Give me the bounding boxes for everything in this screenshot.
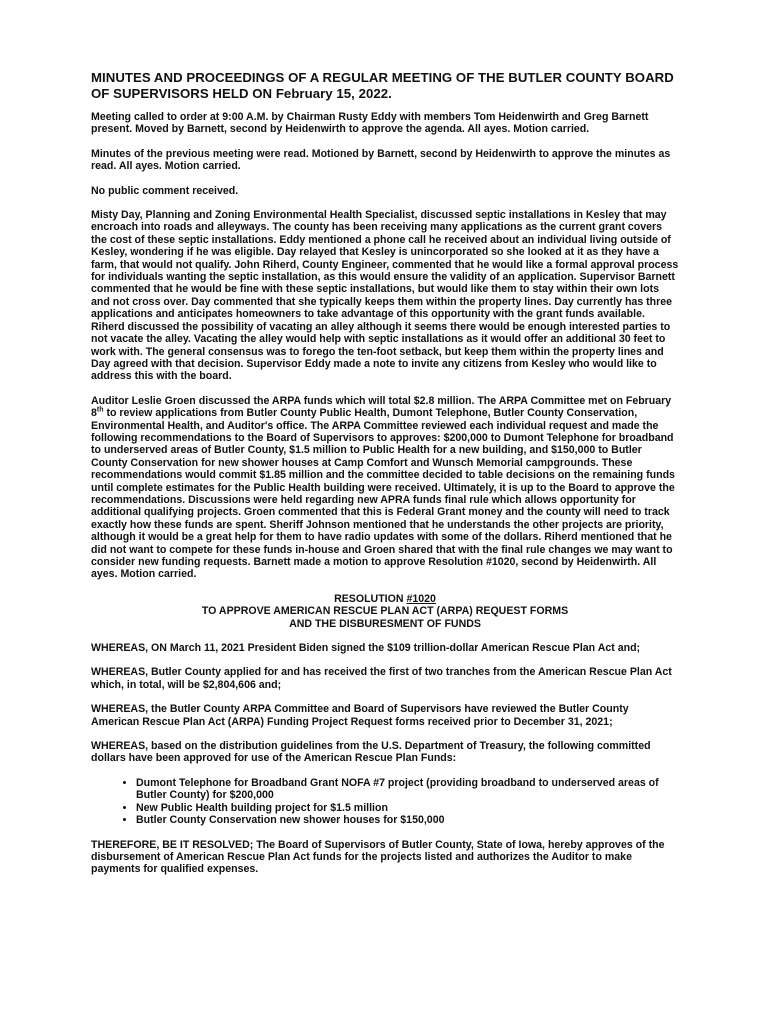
paragraph-previous-minutes: Minutes of the previous meeting were read. Motioned by Barnett, second by Heidenwirth to approve the minutes as read. All ayes. Motion carried.: [91, 147, 671, 173]
paragraph-public-comment: No public comment received.: [91, 184, 239, 197]
whereas-clause-2: WHEREAS, Butler County applied for and has received the first of two tranches from the American Rescue Plan Act which, in total, will be $2,804,606 and;: [91, 666, 672, 691]
document-title: MINUTES AND PROCEEDINGS OF A REGULAR MEETING OF THE BUTLER COUNTY BOARD OF SUPERVISORS HELD ON February 15, 2022.: [91, 70, 674, 101]
resolution-subtitle-1: TO APPROVE AMERICAN RESCUE PLAN ACT (ARPA) REQUEST FORMS: [201, 605, 569, 618]
resolution-heading: [91, 593, 679, 630]
document-page: [91, 70, 679, 888]
paragraph-call-to-order: Meeting called to order at 9:00 A.M. by Chairman Rusty Eddy with members Tom Heidenwirth and Greg Barnett present. Moved by Barnett, second by Heidenwirth to approve the agenda. All ayes. Motion carried.: [91, 111, 649, 136]
approved-projects-list: [91, 777, 679, 827]
ordinal-superscript: th: [96, 406, 104, 414]
list-item: • Butler County Conservation new shower houses for $150,000: [136, 814, 679, 826]
arpa-text-end: to review applications from Butler County Public Health, Dumont Telephone, Butler County Conservation, Environmental Health, and Auditor's office. The ARPA Committee reviewed each individual request and made the following recommendations to the Board of Supervisors to approves: $200,000 to Dumont Telephone for broadband to underserved areas of Butler County, $1.5 million to Public Health for a new building, and $150,000 to Butler County Conservation for new shower houses at Camp Comfort and Wunsch Memorial campgrounds. These recommendations would commit $1.85 million and the committee decided to table decisions on the remaining funds until complete estimates for the Public Health building were received. Ultimately, it is up to the Board to approve the recommendations. Discussions were held regarding new APRA funds final rule which allows opportunity for additional qualifying projects. Groen commented that this is Federal Grant money and the county will need to track exactly how these funds are spent. Sheriff Johnson mentioned that he understands the other projects are priority, although it would be a great help for them to have radio updates with some of the dollars. Riherd mentioned that he did not want to compete for these funds in-house and Groen shared that with the final rule changes we may want to consider new funding requests. Barnett made a motion to approve Resolution #1020, second by Heidenwirth. All ayes. Motion carried.: [91, 407, 675, 581]
list-item: • Dumont Telephone for Broadband Grant NOFA #7 project (providing broadband to underserved areas of Butler County) for $200,000: [136, 777, 679, 802]
resolution-subtitle-2: AND THE DISBURESMENT OF FUNDS: [289, 617, 481, 630]
whereas-clause-1: WHEREAS, ON March 11, 2021 President Biden signed the $109 trillion-dollar American Rescue Plan Act and;: [91, 642, 641, 655]
whereas-clause-4: WHEREAS, based on the distribution guidelines from the U.S. Department of Treasury, the following committed dollars have been approved for use of the American Rescue Plan Funds:: [91, 740, 651, 765]
resolution-number: #1020: [406, 592, 436, 605]
whereas-clause-3: WHEREAS, the Butler County ARPA Committee and Board of Supervisors have reviewed the Butler County American Rescue Plan Act (ARPA) Funding Project Request forms received prior to December 31, 2021;: [91, 703, 629, 728]
list-item: • New Public Health building project for $1.5 million: [136, 802, 679, 814]
resolution-title-line: [91, 593, 679, 605]
paragraph-arpa-discussion: [91, 395, 679, 581]
therefore-clause: THEREFORE, BE IT RESOLVED; The Board of Supervisors of Butler County, State of Iowa, hereby approves of the disbursement of American Rescue Plan Act funds for the projects listed and authorizes the Auditor to make payments for qualified expenses.: [91, 838, 665, 876]
resolution-label: RESOLUTION: [334, 592, 407, 605]
paragraph-septic-discussion: Misty Day, Planning and Zoning Environmental Health Specialist, discussed septic installations in Kesley that may encroach into roads and alleyways. The county has been receiving many applications as the current grant covers the cost of these septic installations. Eddy mentioned a phone call he received about an individual living outside of Kesley, wondering if he was eligible. Day relayed that Kesley is unincorporated so she looked at it as they have a farm, that would not qualify. John Riherd, County Engineer, commented that he would like a formal approval process for individuals wanting the septic installation, as this would ensure the validity of an application. Supervisor Barnett commented that he would be fine with these septic installations, but would like them to stay within their own lots and not cross over. Day commented that she typically keeps them within the property lines. Day currently has three applications and anticipates homeowners to take advantage of this opportunity with the grant funds available. Riherd discussed the possibility of vacating an alley although it seems there would be enough interested parties to not vacate the alley. Vacating the alley would help with septic installations as it would offer an additional 30 feet to work with. The general consensus was to forego the ten-foot setback, but keep them within the property lines and Day agreed with that decision. Supervisor Eddy made a note to invite any citizens from Kesley who would like to address this with the board.: [91, 209, 679, 383]
arpa-text-start: Auditor Leslie Groen discussed the ARPA funds which will total $2.8 million. The ARPA Committee met on February 8: [91, 394, 672, 420]
